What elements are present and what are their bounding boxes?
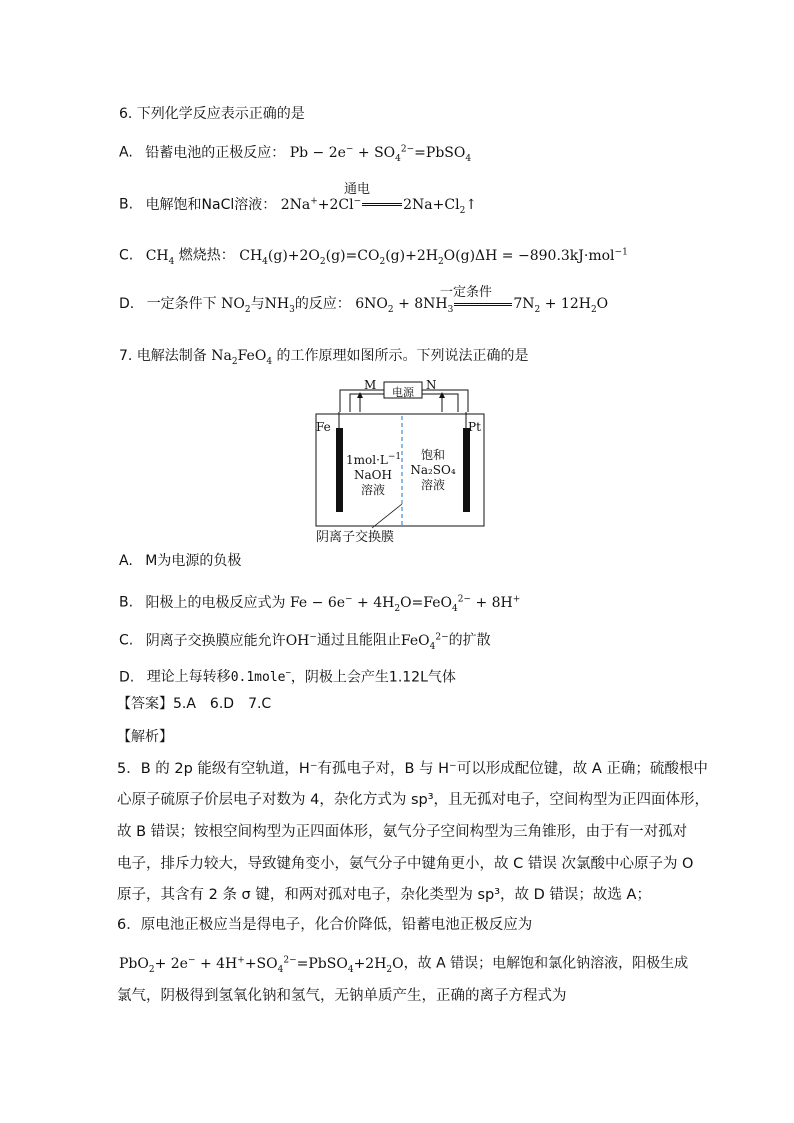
condition-label: 一定条件 xyxy=(440,285,493,300)
q7-option-a xyxy=(119,551,241,571)
analysis-text: ，故 A 错误；电解饱和氯化钠溶液，阳极生成 xyxy=(403,955,689,972)
electrolysis-diagram xyxy=(310,376,490,546)
option-text: 一定条件下 xyxy=(146,296,217,312)
q7-option-d: D. 理论上每转移0.1mole−，阴极上会产生1.12L气体 xyxy=(119,669,456,686)
analysis-label: 【解析】 xyxy=(117,729,173,745)
right-solution-line: 溶液 xyxy=(420,478,445,492)
option-text: 与 xyxy=(250,296,265,312)
analysis-line: 心原子硫原子价层电子对数为 4，杂化方式为 sp³，且无孤对电子，空间构型为正四面体形， xyxy=(117,792,710,808)
equation: $CH_4(g)+2O_2(g)=CO_2(g)+2H_2O(g)\Delta H = -890.3kJ\cdot mol^{-1}$ xyxy=(239,247,628,267)
analysis-equation-line xyxy=(119,950,688,979)
option-text: M为电源的负极 xyxy=(145,553,242,569)
option-text: 电解饱和NaCl溶液： xyxy=(145,196,277,213)
answer-text: 5.A 6.D 7.C xyxy=(173,696,272,712)
equation: $Pb - 2e^- + SO_4^{2-}=PbSO_4$ xyxy=(289,144,472,164)
option-text: 理论上每转移 xyxy=(146,669,231,686)
q7-option-b xyxy=(119,589,520,618)
analysis-line: 氯气，阴极得到氢氧化钠和氢气，无钠单质产生，正确的离子方程式为 xyxy=(117,988,567,1004)
q7-option-c: C. 阴离子交换膜应能允许OH−通过且能阻止FeO$_4^{2-}$的扩散 xyxy=(119,632,491,652)
answer-label: 【答案】 xyxy=(117,696,173,712)
analysis-line: 电子，排斥力较大，导致键角变小，氨气分子中键角更小，故 C 错误 次氯酸中心原子为 O xyxy=(117,856,694,872)
terminal-n-label: N xyxy=(426,378,437,392)
option-label: B. xyxy=(119,196,134,213)
membrane-label: 阴离子交换膜 xyxy=(315,530,394,545)
q6-option-b xyxy=(119,191,477,220)
equation: $6NO_2 + 8NH_3$ $7N_2 + 12H_2O$ xyxy=(355,296,609,315)
equation: $Fe - 6e^- + 4H_2O=FeO_4^{2-} + 8H^+$ xyxy=(289,594,521,614)
right-solution-line: Na₂SO₄ xyxy=(410,463,456,477)
q7-stem: 7. 电解法制备 $Na_2FeO_4$ 的工作原理如图所示。下列说法正确的是 xyxy=(119,348,529,367)
option-text: ，阴极上会产生1.12L气体 xyxy=(290,669,456,686)
option-text: 阳极上的电极反应式为 xyxy=(145,594,286,611)
equation: $PbO_2+ 2e^- + 4H^++SO_4^{2-}=PbSO_4+2H_2O$ xyxy=(119,955,404,975)
option-text: 通过且能阻止 xyxy=(316,632,401,649)
option-text: 的扩散 xyxy=(448,632,491,649)
left-solution-line: 溶液 xyxy=(360,483,385,497)
q6-stem: 6. 下列化学反应表示正确的是 xyxy=(119,106,305,122)
left-solution-line: NaOH xyxy=(354,468,392,482)
option-label: D. xyxy=(119,296,135,312)
stem-text: 的工作原理如图所示。下列说法正确的是 xyxy=(276,348,529,364)
analysis-line: 故 B 错误；铵根空间构型为正四面体形，氨气分子空间构型为三角锥形，由于有一对孤对 xyxy=(117,824,688,840)
right-solution-label xyxy=(406,448,460,493)
option-label: D. xyxy=(119,669,135,686)
terminal-m-label: M xyxy=(364,378,377,392)
stem-text: 7. 电解法制备 xyxy=(119,348,207,364)
left-solution-label: $1mol\cdot L^{-1}$ NaOH 溶液 xyxy=(346,452,402,497)
power-source-label: 电源 xyxy=(392,386,414,399)
q6-option-d: D. 一定条件下 $NO_2$与$NH_3$的反应： $6NO_2 + 8NH_3$ $7N_2 + 12H_2O$ xyxy=(119,296,609,315)
equation: 2Na++2Cl− $2Na+Cl_2↑$ xyxy=(280,196,478,216)
analysis-line: 6．原电池正极应当是得电子，化合价降低，铅蓄电池正极反应为 xyxy=(117,917,533,933)
option-label: A. xyxy=(119,553,133,569)
analysis-line: 5．B 的 2p 能级有空轨道，H⁻有孤电子对，B 与 H⁻可以形成配位键，故 A 正确；硫酸根中 xyxy=(117,761,708,777)
option-label: B. xyxy=(119,594,134,611)
option-text: 铅蓄电池的正极反应： xyxy=(145,144,286,161)
option-label: A. xyxy=(119,144,133,161)
q6-option-a xyxy=(119,139,471,168)
q6-option-c: C. $CH_4$ 燃烧热： $CH_4(g)+2O_2(g)=CO_2(g)+2H_2O(g)\Delta H = -890.3kJ\cdot mol^{-1}$ xyxy=(119,247,628,267)
option-text: 阴离子交换膜应能允许 xyxy=(145,632,286,649)
option-label: C. xyxy=(119,247,134,264)
condition-label: 通电 xyxy=(344,182,371,197)
right-solution-line: 饱和 xyxy=(420,448,445,462)
analysis-line: 原子，其含有 2 条 σ 键，和两对孤对电子，杂化类型为 sp³，故 D 错误；故选 A； xyxy=(117,887,651,903)
answer-line xyxy=(117,694,271,714)
option-text: 燃烧热： xyxy=(178,247,235,264)
fe-electrode-label: Fe xyxy=(316,420,331,434)
pt-electrode-label: Pt xyxy=(468,420,481,434)
option-text: 的反应： xyxy=(294,296,351,312)
option-label: C. xyxy=(119,632,134,649)
left-solution-line: 1mol·L xyxy=(346,453,388,467)
